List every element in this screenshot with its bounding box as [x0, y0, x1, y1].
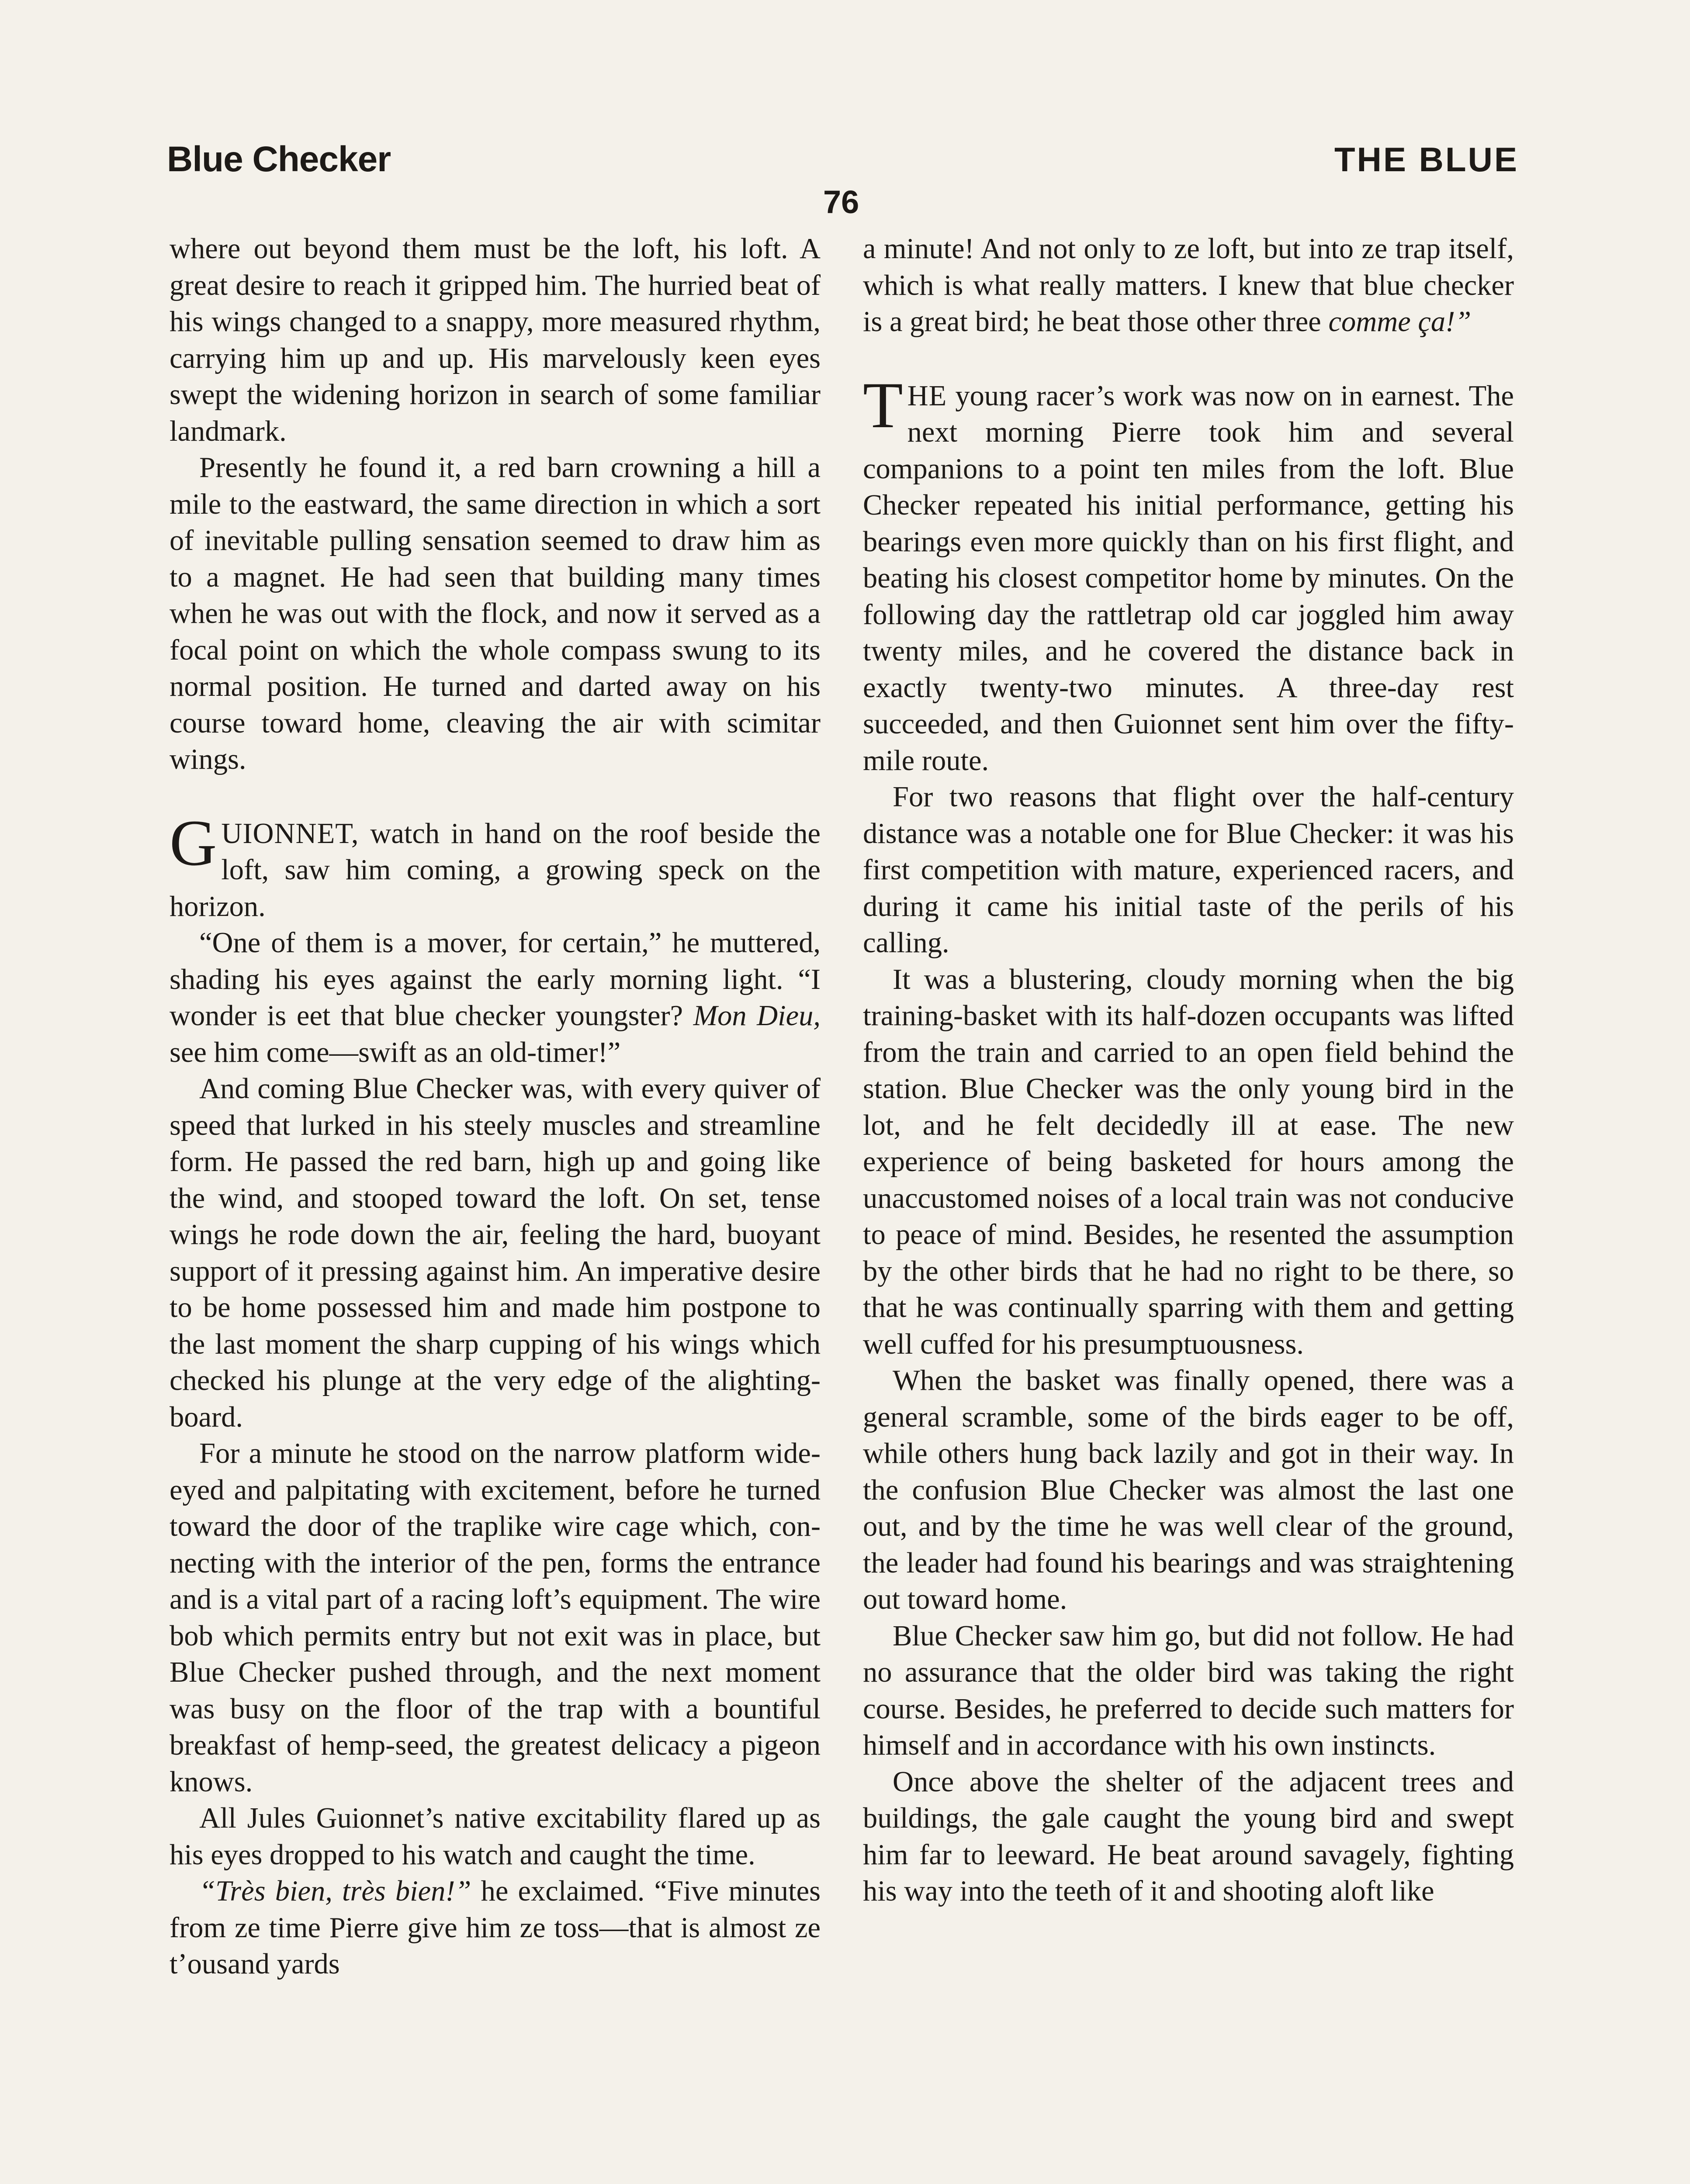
paragraph [170, 925, 821, 1071]
running-head-magazine-title: THE BLUE [1334, 140, 1519, 179]
paragraph-text: watch in hand on the roof beside the loft, saw him coming, a growing speck on the horizon. [170, 817, 821, 923]
running-head-story-title: Blue Checker [167, 139, 391, 179]
paragraph: For a minute he stood on the narrow platform wide-eyed and palpitating with excitement, before he turned toward the door of the traplike wire cage which, connecting with the interior of the pen, forms the entrance and is a vital part of a racing loft’s equipment. The wire bob which permits entry but not exit was in place, but Blue Checker pushed through, and the next moment was busy on the floor of the trap with a bountiful breakfast of hemp-seed, the greatest delicacy a pigeon knows. [170, 1438, 821, 1798]
paragraph-text: young racer’s work was now on in earnest. The next morning Pierre took him and several companions to a point ten miles from the loft. Blue Checker repeated his initial performance, getting his bearings even more quickly than on his first flight, and beating his closest competitor home by minutes. On the following day the rattletrap old car joggled him away twenty miles, and he covered the distance back in exactly twenty-two minutes. A three-day rest succeeded, and then Guionnet sent him over the fifty-mile route. [863, 380, 1514, 777]
italic-text: comme ça!” [1328, 306, 1472, 338]
page-number: 76 [823, 184, 859, 220]
paragraph: And coming Blue Checker was, with every quiver of speed that lurked in his steely muscles and streamline form. He passed the red barn, high up and going like the wind, and stooped toward the loft. On set, tense wings he rode down the air, feeling the hard, buoyant support of it pressing against him. An imperative desire to be home possessed him and made him postpone to the last moment the sharp cupping of his wings which checked his plunge at the very edge of the alighting-board. [170, 1073, 821, 1433]
paragraph: where out beyond them must be the loft, his loft. A great desire to reach it gripped him. The hurried beat of his wings changed to a snappy, more measured rhythm, carrying him up and up. His marvelously keen eyes swept the widening horizon in search of some familiar landmark. [170, 233, 821, 447]
section-opening-paragraph [863, 369, 1514, 779]
drop-cap: T [863, 369, 903, 442]
paragraph: Once above the shelter of the adjacent trees and buildings, the gale caught the young bird and swept him far to leeward. He beat around savagely, fighting his way into the teeth of it and shooting aloft like [863, 1766, 1514, 1907]
section-opening-paragraph [170, 806, 821, 925]
paragraph: For two reasons that flight over the half-century distance was a notable one for Blue Checker: it was his first competition with mature, experienced racers, and during it came his initial taste of the perils of his calling. [863, 781, 1514, 959]
paragraph [170, 1873, 821, 1983]
left-text-column [170, 231, 821, 1983]
paragraph: Presently he found it, a red barn crowning a hill a mile to the eastward, the same direction in which a sort of inevitable pulling sensation seemed to draw him as to a magnet. He had seen that building many times when he was out with the flock, and now it served as a focal point on which the whole compass swung to its normal position. He turned and darted away on his course toward home, cleaving the air with scimitar wings. [170, 452, 821, 775]
paragraph-text: “One of them is a mover, for certain,” he muttered, shading his eyes against the early morning light. “I wonder is eet that blue checker youngster? [170, 927, 821, 1032]
right-text-column [863, 231, 1514, 1910]
paragraph: It was a blustering, cloudy morning when the big training-basket with its half-dozen occupants was lifted from the train and carried to an open field behind the station. Blue Checker was the only young bird in the lot, and he felt decidedly ill at ease. The new experience of being basketed for hours among the unaccustomed noises of a local train was not conducive to peace of mind. Besides, he resented the assumption by the other birds that he had no right to be there, so that he was continually sparring with them and getting well cuffed for his presumptuousness. [863, 963, 1514, 1360]
paragraph-text: see him come—swift as an old-timer!” [170, 1036, 621, 1068]
paragraph: When the basket was finally opened, there was a general scramble, some of the birds eager to be off, while others hung back lazily and got in their way. In the confusion Blue Checker was almost the last one out, and by the time he was well clear of the ground, the leader had found his bearings and was straightening out toward home. [863, 1365, 1514, 1615]
paragraph [863, 231, 1514, 340]
italic-text: Mon Dieu, [693, 1000, 821, 1032]
lead-in: HE [907, 380, 947, 412]
italic-text: “Très bien, très bien!” [199, 1875, 471, 1907]
paragraph-text: he exclaimed. “Five minutes from ze time Pierre give him ze toss—that is almost ze t’ousand yards [170, 1875, 821, 1980]
paragraph: All Jules Guionnet’s native excitability flared up as his eyes dropped to his watch and caught the time. [170, 1802, 821, 1871]
paragraph-text: a minute! And not only to ze loft, but into ze trap itself, which is what really matters. I knew that blue checker is a great bird; he beat those other three [863, 233, 1514, 338]
drop-cap: G [170, 806, 217, 879]
lead-in: UIONNET, [221, 817, 359, 850]
paragraph: Blue Checker saw him go, but did not follow. He had no assurance that the older bird was taking the right course. Besides, he preferred to decide such matters for himself and in accordance with his own instincts. [863, 1620, 1514, 1761]
